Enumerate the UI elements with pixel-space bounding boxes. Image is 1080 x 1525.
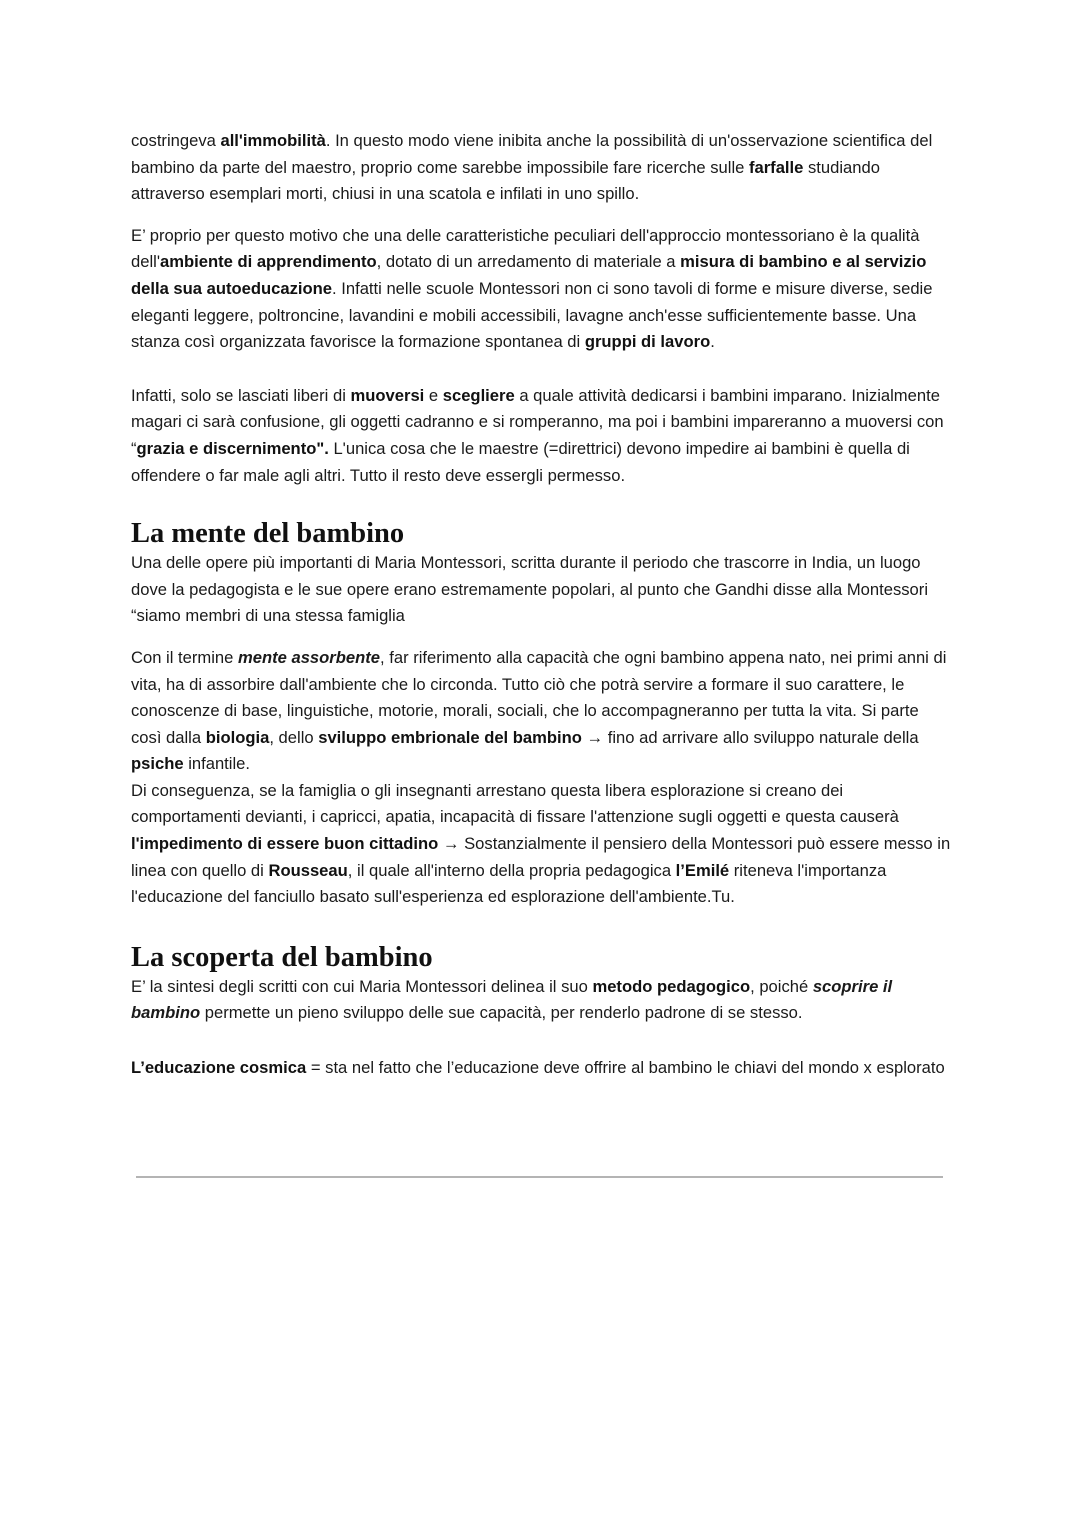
text-run: , il quale all'interno della propria pedagogica — [347, 860, 676, 880]
text-run: infantile. — [183, 754, 250, 774]
paragraph-freedom — [131, 383, 953, 489]
bold-italic-term: mente assorbente — [237, 647, 381, 667]
paragraph-mente-intro: Una delle opere più importanti di Maria Montessori, scritta durante il periodo che trascorre in India, un luogo dove la pedagogista e le sue opere erano estremamente popolari, al punto che Gandhi disse alla Montessori “siamo membri di una stessa famiglia — [131, 553, 929, 626]
bold-term: scegliere — [442, 385, 515, 405]
text-run: L'unica cosa che le maestre (=direttrici) devono impedire ai bambini è quella di offendere o far male agli altri. Tutto il resto deve essergli permesso. — [131, 438, 910, 485]
text-run: Con il termine — [131, 647, 238, 667]
bold-term: grazia e discernimento". — [136, 438, 329, 458]
horizontal-divider — [136, 1176, 943, 1178]
bold-term: misura di bambino e al servizio della sua autoeducazione — [131, 252, 927, 298]
text-run: studiando attraverso esemplari morti, chiusi in una scatola e infilati in uno spillo. — [131, 157, 880, 204]
text-run: → Sostanzialmente il pensiero della Montessori può essere messo in linea con quello di — [131, 834, 951, 880]
bold-term: l'impedimento di essere buon cittadino — [131, 834, 439, 854]
document-page — [131, 128, 953, 1082]
paragraph-learning-environment — [131, 223, 953, 356]
bold-term: farfalle — [748, 157, 804, 177]
text-run: = sta nel fatto che l’educazione deve offrire al bambino le chiavi del mondo x esplorato — [306, 1058, 945, 1078]
text-run: e — [424, 385, 443, 405]
bold-term: all'immobilità — [220, 131, 326, 150]
text-run: . In questo modo viene inibita anche la possibilità di un'osservazione scientifica del bambino da parte del maestro, proprio come sarebbe impossibile fare ricerche sulle — [131, 131, 933, 177]
bold-term: psiche — [131, 754, 184, 774]
text-run: Di conseguenza, se la famiglia o gli insegnanti arrestano questa libera esplorazione si creano dei comportamenti devianti, i capricci, apatia, incapacità di fissare l'attenzione sugli oggetti e questa causerà — [131, 780, 899, 827]
text-run: → fino ad arrivare allo sviluppo naturale della — [581, 727, 919, 747]
text-run: Infatti, solo se lasciati liberi di — [131, 385, 351, 405]
text-run: , far riferimento alla capacità che ogni bambino appena nato, nei primi anni di vita, ha di assorbire dall'ambiente che lo circonda. Tutto ciò che potrà servire a formare il suo carattere, le conoscenze di base, linguistiche, motorie, morali, sociali, che lo accompagneranno per tutta la vita. Si parte così dalla — [131, 647, 947, 747]
paragraph-mente-assorbente — [131, 645, 953, 778]
text-run: E’ la sintesi degli scritti con cui Maria Montessori delinea il suo — [131, 976, 593, 996]
paragraph-educazione-cosmica — [131, 1055, 953, 1082]
text-run: . — [710, 332, 715, 352]
section-heading-mente: La mente del bambino — [131, 518, 405, 550]
bold-term: muoversi — [350, 385, 425, 405]
text-run: , dotato di un arredamento di materiale a — [376, 252, 681, 272]
text-run: a quale attività dedicarsi i bambini imparano. Inizialmente magari ci sarà confusione, gli oggetti cadranno e si romperanno, ma poi i bambini impareranno a muoversi con “ — [131, 385, 944, 458]
bold-term: sviluppo embrionale del bambino — [318, 727, 582, 747]
bold-term: L’educazione cosmica — [131, 1058, 307, 1078]
bold-term: Rousseau — [268, 860, 348, 880]
paragraph-conseguenza — [131, 778, 953, 911]
bold-term: l’Emilé — [675, 860, 730, 880]
bold-term: biologia — [205, 727, 270, 747]
bold-term: ambiente di apprendimento — [160, 252, 377, 272]
bold-term: gruppi di lavoro — [584, 332, 711, 352]
text-run: riteneva l'importanza l'educazione del fanciullo basato sull'esperienza ed esplorazione dell'ambiente.Tu. — [131, 860, 887, 907]
text-run: costringeva — [131, 131, 221, 150]
text-run: , poiché — [750, 976, 813, 996]
paragraph-immobility — [131, 128, 953, 208]
text-run: permette un pieno sviluppo delle sue capacità, per renderlo padrone di se stesso. — [200, 1003, 803, 1023]
paragraph-scoperta — [131, 974, 953, 1027]
bold-italic-term: scoprire il bambino — [131, 976, 893, 1023]
text-run: . Infatti nelle scuole Montessori non ci sono tavoli di forme e misure diverse, sedie eleganti leggere, poltroncine, lavandini e mobili accessibili, lavagne anch'esse sufficientemente basse. Una stanza così organizzata favorisce la formazione spontanea di — [131, 278, 933, 352]
bold-term: metodo pedagogico — [592, 976, 751, 996]
section-heading-scoperta: La scoperta del bambino — [131, 941, 433, 973]
text-run: E’ proprio per questo motivo che una delle caratteristiche peculiari dell'approccio montessoriano è la qualità dell' — [131, 225, 920, 272]
text-run: , dello — [269, 727, 319, 747]
